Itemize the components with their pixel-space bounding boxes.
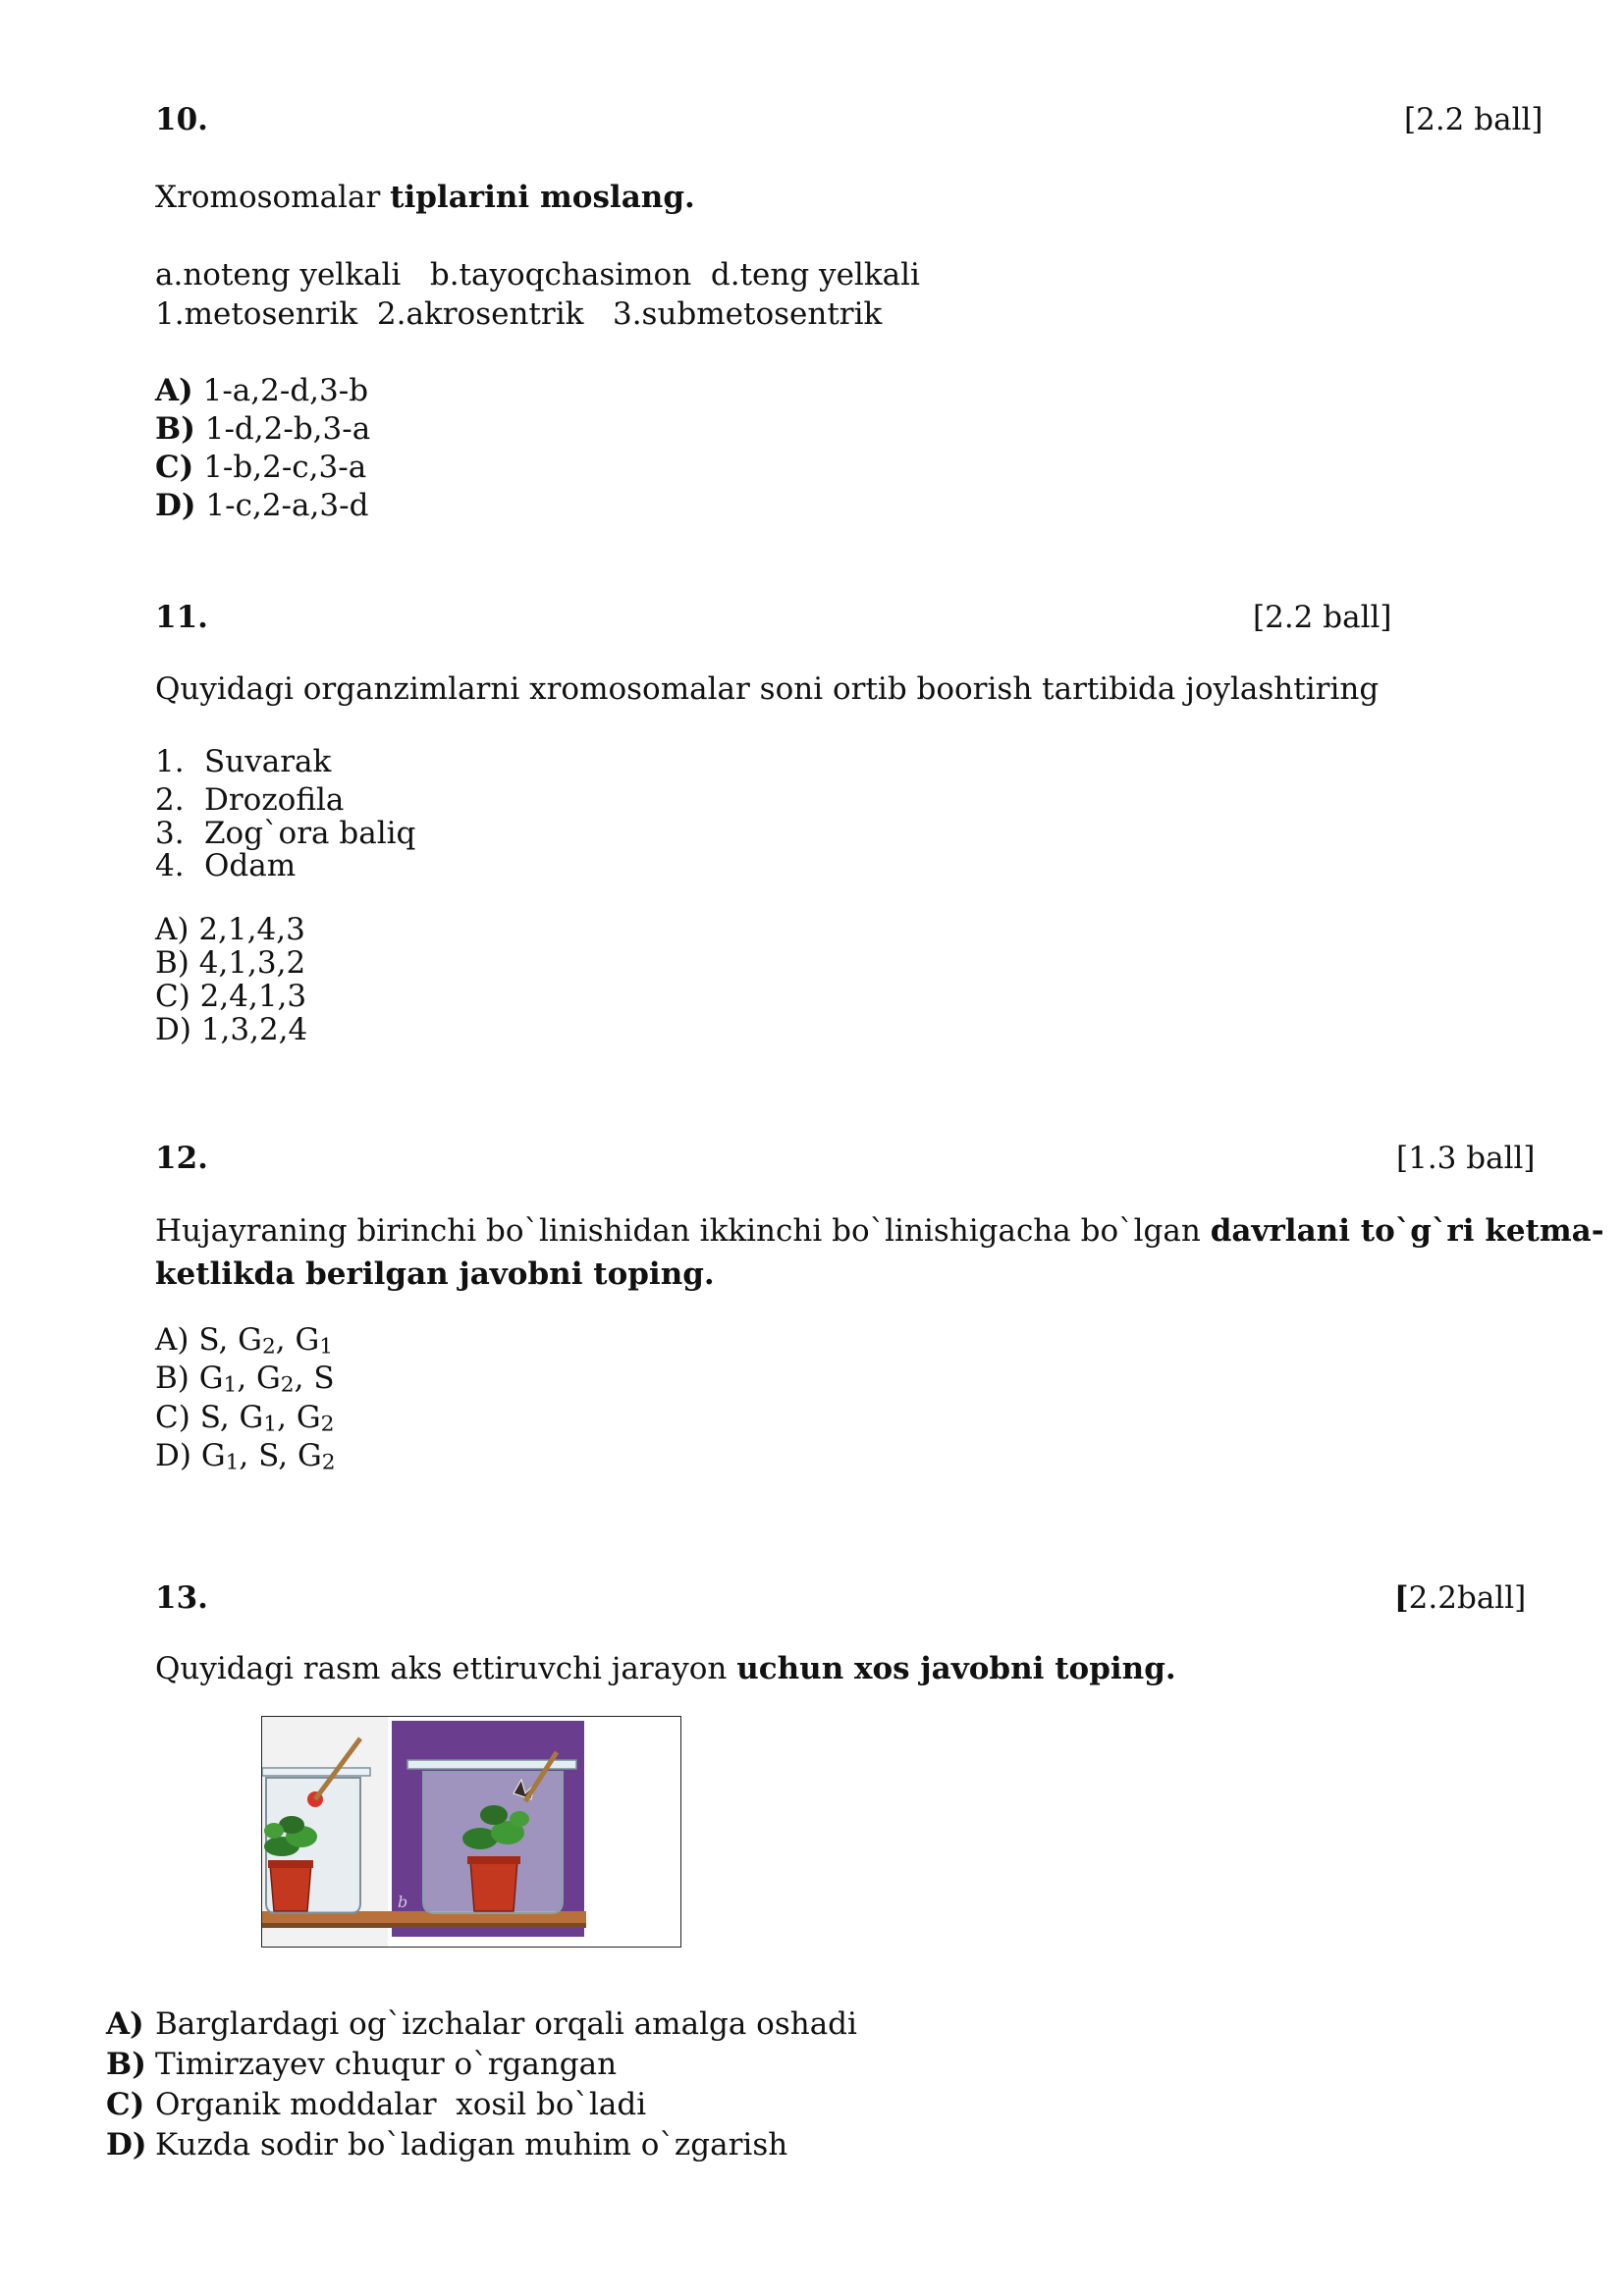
subscript: 1 bbox=[223, 1372, 238, 1398]
q12-prompt-bold-1: davrlani to`g`ri ketma- bbox=[1210, 1213, 1604, 1249]
option-letter: A) bbox=[155, 373, 193, 408]
option-text: , G bbox=[275, 1322, 320, 1358]
subscript: 1 bbox=[225, 1450, 240, 1474]
option-letter: A) bbox=[155, 1322, 189, 1358]
q10-prompt-bold: tiplarini moslang. bbox=[390, 180, 695, 215]
option-text: 1-c,2-a,3-d bbox=[205, 488, 369, 523]
q13-option-b bbox=[106, 2045, 857, 2085]
q12-prompt-plain: Hujayraning birinchi bo`linishidan ikkinchi bo`linishigacha bo`lgan bbox=[155, 1213, 1211, 1249]
option-text: , G bbox=[237, 1361, 281, 1397]
q13-option-a bbox=[106, 2004, 857, 2045]
q10-options bbox=[155, 372, 370, 525]
q11-option-d: D) 1,3,2,4 bbox=[155, 1012, 308, 1047]
option-text: 1-a,2-d,3-b bbox=[202, 373, 369, 408]
list-item bbox=[155, 744, 415, 782]
q13-prompt bbox=[155, 1651, 1176, 1686]
plant-jars-illustration bbox=[262, 1717, 680, 1947]
subscript: 2 bbox=[280, 1372, 295, 1398]
figure-label: b bbox=[398, 1893, 408, 1911]
option-text: G bbox=[198, 1361, 224, 1397]
q11-prompt: Quyidagi organzimlarni xromosomalar soni ortib boorish tartibida joylashtiring bbox=[155, 671, 1380, 707]
q13-prompt-bold: uchun xos javobni toping. bbox=[736, 1651, 1176, 1686]
q10-prompt-plain: Xromosomalar bbox=[155, 180, 391, 215]
experiment-figure bbox=[261, 1716, 681, 1948]
q12-prompt-bold-2: ketlikda berilgan javobni toping. bbox=[155, 1256, 715, 1292]
option-letter: B) bbox=[106, 2047, 146, 2082]
option-letter: D) bbox=[155, 1437, 191, 1473]
q10-option-a bbox=[155, 372, 370, 410]
q11-list bbox=[155, 744, 415, 881]
points-text: 2.2ball] bbox=[1408, 1580, 1527, 1616]
option-text: , S, G bbox=[239, 1437, 322, 1473]
q10-points: [2.2 ball] bbox=[1404, 102, 1543, 137]
q10-line-b: 1.metosenrik 2.akrosentrik 3.submetosentrik bbox=[155, 296, 883, 332]
q10-prompt bbox=[155, 180, 695, 215]
q12-option-b bbox=[155, 1362, 336, 1401]
q13-options bbox=[106, 2004, 857, 2165]
q13-option-c bbox=[106, 2085, 857, 2125]
q12-prompt bbox=[155, 1209, 1604, 1296]
q12-option-d bbox=[155, 1437, 336, 1478]
option-text: Barglardagi og`izchalar orqali amalga oshadi bbox=[155, 2006, 857, 2042]
option-letter: C) bbox=[106, 2087, 145, 2122]
q10-number: 10. bbox=[155, 102, 208, 137]
option-letter: C) bbox=[155, 450, 194, 485]
option-letter: A) bbox=[106, 2006, 144, 2042]
list-item bbox=[155, 782, 415, 816]
item-number: 4. bbox=[155, 848, 185, 883]
q12-number: 12. bbox=[155, 1141, 208, 1176]
subscript: 1 bbox=[319, 1334, 334, 1360]
q13-prompt-plain: Quyidagi rasm aks ettiruvchi jarayon bbox=[155, 1651, 737, 1686]
item-number: 1. bbox=[155, 744, 185, 779]
item-number: 3. bbox=[155, 816, 185, 851]
list-item bbox=[155, 848, 415, 881]
subscript: 1 bbox=[263, 1411, 278, 1436]
subscript: 2 bbox=[261, 1334, 276, 1360]
q13-points bbox=[1394, 1580, 1526, 1616]
q11-option-b: B) 4,1,3,2 bbox=[155, 945, 306, 981]
q10-option-b bbox=[155, 410, 370, 449]
option-text: 1-b,2-c,3-a bbox=[203, 450, 367, 485]
q12-option-a bbox=[155, 1324, 336, 1362]
q12-points: [1.3 ball] bbox=[1396, 1141, 1536, 1176]
points-bracket: [ bbox=[1394, 1580, 1409, 1616]
q13-option-d bbox=[106, 2125, 857, 2165]
option-letter: B) bbox=[155, 1361, 189, 1397]
q11-option-c: C) 2,4,1,3 bbox=[155, 979, 307, 1014]
option-letter: B) bbox=[155, 411, 195, 447]
option-text: S, G bbox=[199, 1399, 264, 1435]
q11-number: 11. bbox=[155, 600, 208, 635]
subscript: 2 bbox=[320, 1411, 335, 1436]
item-number: 2. bbox=[155, 782, 185, 818]
q12-option-c bbox=[155, 1399, 336, 1440]
item-text: Zog`ora baliq bbox=[204, 816, 416, 851]
shelf-edge bbox=[262, 1923, 586, 1928]
option-text: Kuzda sodir bo`ladigan muhim o`zgarish bbox=[155, 2127, 788, 2163]
option-text: G bbox=[200, 1437, 226, 1473]
q10-option-c bbox=[155, 449, 370, 487]
item-text: Drozofila bbox=[204, 782, 345, 818]
q10-option-d bbox=[155, 487, 370, 525]
option-letter: C) bbox=[155, 1399, 190, 1435]
q10-line-a: a.noteng yelkali b.tayoqchasimon d.teng yelkali bbox=[155, 257, 920, 293]
q11-option-a: A) 2,1,4,3 bbox=[155, 912, 305, 947]
option-letter: D) bbox=[106, 2127, 147, 2163]
subscript: 2 bbox=[321, 1450, 336, 1474]
q13-number: 13. bbox=[155, 1580, 208, 1616]
option-letter: D) bbox=[155, 488, 196, 523]
option-text: , G bbox=[277, 1399, 321, 1435]
q12-options bbox=[155, 1324, 336, 1478]
q11-options bbox=[155, 913, 307, 1046]
option-text: 1-d,2-b,3-a bbox=[204, 411, 371, 447]
option-text: S, G bbox=[198, 1322, 262, 1358]
q11-points: [2.2 ball] bbox=[1253, 600, 1392, 635]
item-text: Odam bbox=[204, 848, 297, 883]
option-text: Organik moddalar xosil bo`ladi bbox=[155, 2087, 647, 2122]
list-item bbox=[155, 816, 416, 851]
item-text: Suvarak bbox=[204, 744, 332, 779]
option-text: , S bbox=[294, 1361, 335, 1397]
option-text: Timirzayev chuqur o`rgangan bbox=[155, 2047, 618, 2082]
right-jar bbox=[407, 1752, 576, 1913]
